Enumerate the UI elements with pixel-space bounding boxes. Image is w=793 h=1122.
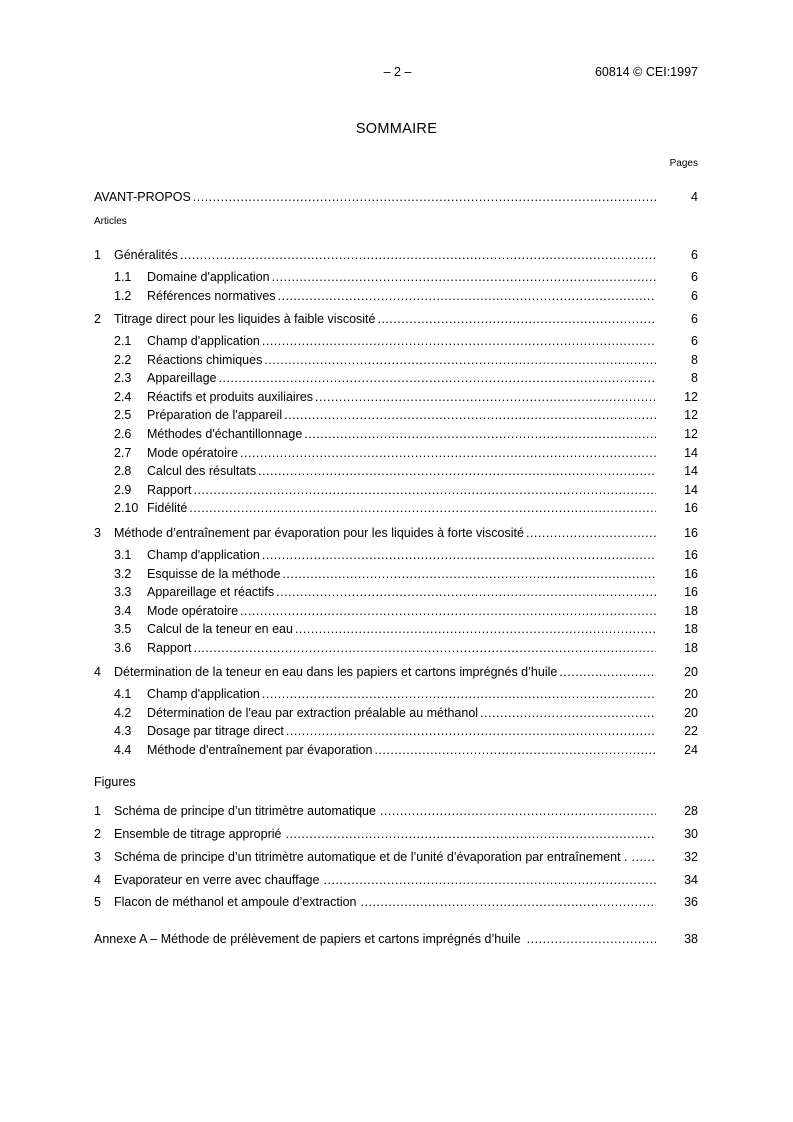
toc-entry-number: 1.1 (114, 270, 132, 284)
toc-entry-page: 20 (684, 706, 698, 720)
toc-entry-page: 6 (691, 270, 698, 284)
toc-entry-number: 2.9 (114, 483, 132, 497)
toc-subentry[interactable] (114, 722, 698, 740)
toc-subentry[interactable] (114, 268, 698, 286)
dot-leader (284, 406, 656, 424)
toc-entry[interactable] (94, 893, 698, 911)
toc-entry-label: Calcul des résultats (147, 464, 257, 478)
dot-leader (632, 848, 657, 866)
toc-subentry[interactable] (114, 481, 698, 499)
toc-entry-number: 3.5 (114, 622, 132, 636)
toc-entry-page: 14 (684, 464, 698, 478)
toc-subentry[interactable] (114, 602, 698, 620)
toc-entry-label: Flacon de méthanol et ampoule d’extraction (114, 895, 357, 909)
toc-entry-page: 28 (684, 804, 698, 818)
toc-entry-annex[interactable] (94, 930, 698, 948)
toc-entry-page: 12 (684, 408, 698, 422)
dot-leader (189, 499, 656, 517)
toc-subentry[interactable] (114, 565, 698, 583)
toc-entry[interactable] (94, 802, 698, 820)
toc-entry-page: 18 (684, 622, 698, 636)
dot-leader (315, 388, 656, 406)
toc-entry-number: 3 (94, 526, 101, 540)
dot-leader (295, 620, 656, 638)
toc-entry-number: 4.4 (114, 743, 132, 757)
page-title: SOMMAIRE (355, 121, 438, 137)
toc-entry-page: 18 (684, 641, 698, 655)
toc-subentry[interactable] (114, 351, 698, 369)
toc-entry-page: 16 (684, 585, 698, 599)
toc-entry-page: 4 (691, 190, 698, 204)
toc-entry-number: 2.2 (114, 353, 132, 367)
toc-subentry[interactable] (114, 685, 698, 703)
toc-entry-number: 3.3 (114, 585, 132, 599)
toc-entry-page: 16 (684, 548, 698, 562)
toc-entry-number: 1 (94, 804, 101, 818)
toc-subentry[interactable] (114, 425, 698, 443)
toc-entry-number: 2.6 (114, 427, 132, 441)
toc-entry-label: Titrage direct pour les liquides à faible viscosité (114, 312, 376, 326)
toc-entry-label: Champ d'application (147, 334, 260, 348)
dot-leader (374, 741, 656, 759)
toc-entry-page: 24 (684, 743, 698, 757)
toc-entry-number: 3.1 (114, 548, 132, 562)
toc-entry-label: Domaine d'application (147, 270, 270, 284)
toc-entry-number: 5 (94, 895, 101, 909)
pages-column-label: Pages (669, 158, 698, 169)
toc-entry-label: Méthode d'entraînement par évaporation (147, 743, 373, 757)
toc-entry-page: 12 (684, 390, 698, 404)
toc-entry-page: 20 (684, 665, 698, 679)
toc-entry-page: 30 (684, 827, 698, 841)
dot-leader (323, 871, 656, 889)
toc-entry-page: 6 (691, 289, 698, 303)
toc-subentry[interactable] (114, 462, 698, 480)
toc-subentry[interactable] (114, 620, 698, 638)
toc-entry-number: 3.2 (114, 567, 132, 581)
dot-leader (278, 287, 656, 305)
dot-leader (526, 524, 656, 542)
dot-leader (559, 663, 656, 681)
toc-entry-label: Schéma de principe d’un titrimètre automatique (114, 804, 376, 818)
toc-subentry[interactable] (114, 406, 698, 424)
toc-entry-page: 14 (684, 446, 698, 460)
toc-entry-number: 4.2 (114, 706, 132, 720)
toc-entry-number: 3.6 (114, 641, 132, 655)
toc-entry-label: Calcul de la teneur en eau (147, 622, 293, 636)
toc-subentry[interactable] (114, 741, 698, 759)
dot-leader (282, 565, 656, 583)
toc-entry-label: Méthodes d'échantillonnage (147, 427, 303, 441)
toc-entry-number: 2.4 (114, 390, 132, 404)
toc-entry-number: 4.3 (114, 724, 132, 738)
toc-entry-number: 2 (94, 312, 101, 326)
toc-entry-label: Détermination de la teneur en eau dans les papiers et cartons imprégnés d’huile (114, 665, 558, 679)
dot-leader (262, 685, 656, 703)
toc-entry[interactable] (94, 310, 698, 328)
toc-entry-page: 32 (684, 850, 698, 864)
dot-leader (219, 369, 657, 387)
toc-entry-label: Schéma de principe d’un titrimètre automatique et de l’unité d’évaporation par entraînement . (114, 850, 628, 864)
toc-subentry[interactable] (114, 639, 698, 657)
dot-leader (304, 425, 656, 443)
toc-entry-label: Appareillage et réactifs (147, 585, 275, 599)
toc-entry-label: AVANT-PROPOS (94, 190, 191, 204)
toc-entry-label: Fidélité (147, 501, 188, 515)
dot-leader (180, 246, 656, 264)
toc-entry[interactable] (94, 871, 698, 889)
toc-entry-number: 2.5 (114, 408, 132, 422)
toc-entry-number: 1 (94, 248, 101, 262)
toc-entry-label: Détermination de l'eau par extraction préalable au méthanol (147, 706, 479, 720)
toc-entry-page: 6 (691, 248, 698, 262)
toc-entry-page: 16 (684, 567, 698, 581)
document-reference: 60814 © CEI:1997 (594, 65, 698, 79)
toc-entry-page: 12 (684, 427, 698, 441)
toc-subentry[interactable] (114, 388, 698, 406)
toc-entry-label: Dosage par titrage direct (147, 724, 284, 738)
toc-entry-number: 1.2 (114, 289, 132, 303)
dot-leader (262, 332, 656, 350)
toc-subentry[interactable] (114, 704, 698, 722)
toc-entry-number: 4 (94, 873, 101, 887)
toc-entry-number: 2.1 (114, 334, 132, 348)
toc-subentry[interactable] (114, 546, 698, 564)
dot-leader (258, 462, 656, 480)
toc-entry-number: 4.1 (114, 687, 132, 701)
toc-entry-label: Réactions chimiques (147, 353, 263, 367)
dot-leader (377, 310, 656, 328)
toc-entry-label: Annexe A – Méthode de prélèvement de papiers et cartons imprégnés d’huile (94, 932, 521, 946)
toc-entry-number: 3.4 (114, 604, 132, 618)
dot-leader (361, 893, 656, 911)
toc-entry-label: Rapport (147, 641, 192, 655)
toc-entry-label: Méthode d’entraînement par évaporation pour les liquides à forte viscosité (114, 526, 524, 540)
toc-entry-page: 8 (691, 371, 698, 385)
toc-entry-number: 2 (94, 827, 101, 841)
dot-leader (240, 444, 656, 462)
dot-leader (480, 704, 656, 722)
dot-leader (286, 722, 656, 740)
toc-entry-label: Esquisse de la méthode (147, 567, 281, 581)
toc-entry-label: Evaporateur en verre avec chauffage (114, 873, 320, 887)
dot-leader (527, 930, 656, 948)
toc-entry-label: Mode opératoire (147, 604, 239, 618)
toc-entry-label: Références normatives (147, 289, 276, 303)
toc-subentry[interactable] (114, 369, 698, 387)
dot-leader (240, 602, 656, 620)
toc-entry-label: Ensemble de titrage approprié (114, 827, 282, 841)
toc-subentry[interactable] (114, 583, 698, 601)
toc-entry-page: 36 (684, 895, 698, 909)
articles-label: Articles (94, 216, 127, 227)
toc-entry-label: Préparation de l'appareil (147, 408, 283, 422)
toc-entry-page: 18 (684, 604, 698, 618)
dot-leader (262, 546, 656, 564)
toc-entry-number: 2.7 (114, 446, 132, 460)
toc-entry[interactable] (94, 524, 698, 542)
dot-leader (380, 802, 656, 820)
dot-leader (276, 583, 656, 601)
toc-entry-label: Réactifs et produits auxiliaires (147, 390, 314, 404)
toc-entry[interactable] (94, 246, 698, 264)
dot-leader (264, 351, 656, 369)
toc-entry-number: 2.8 (114, 464, 132, 478)
toc-entry-page: 20 (684, 687, 698, 701)
dot-leader (193, 188, 656, 206)
toc-entry-page: 6 (691, 334, 698, 348)
toc-subentry[interactable] (114, 444, 698, 462)
toc-entry[interactable] (94, 663, 698, 681)
toc-entry-label: Champ d'application (147, 548, 260, 562)
toc-entry-number: 4 (94, 665, 101, 679)
toc-entry-foreword[interactable] (94, 188, 698, 206)
toc-entry-label: Généralités (114, 248, 178, 262)
toc-entry-page: 22 (684, 724, 698, 738)
toc-entry-page: 14 (684, 483, 698, 497)
toc-entry-page: 34 (684, 873, 698, 887)
dot-leader (272, 268, 656, 286)
toc-subentry[interactable] (114, 499, 698, 517)
toc-entry-page: 38 (684, 932, 698, 946)
toc-entry-page: 6 (691, 312, 698, 326)
toc-subentry[interactable] (114, 287, 698, 305)
toc-entry-label: Rapport (147, 483, 192, 497)
toc-entry-page: 16 (684, 526, 698, 540)
toc-entry-page: 16 (684, 501, 698, 515)
toc-entry-label: Champ d'application (147, 687, 260, 701)
toc-entry-page: 8 (691, 353, 698, 367)
dot-leader (285, 825, 656, 843)
toc-entry-number: 2.3 (114, 371, 132, 385)
toc-entry-number: 3 (94, 850, 101, 864)
dot-leader (193, 481, 656, 499)
toc-entry-label: Appareillage (147, 371, 217, 385)
toc-entry[interactable] (94, 848, 698, 866)
toc-entry[interactable] (94, 825, 698, 843)
dot-leader (193, 639, 656, 657)
toc-subentry[interactable] (114, 332, 698, 350)
toc-entry-label: Mode opératoire (147, 446, 239, 460)
toc-entry-number: 2.10 (114, 501, 139, 515)
figures-label: Figures (94, 775, 136, 789)
page-number: – 2 – (383, 65, 412, 79)
